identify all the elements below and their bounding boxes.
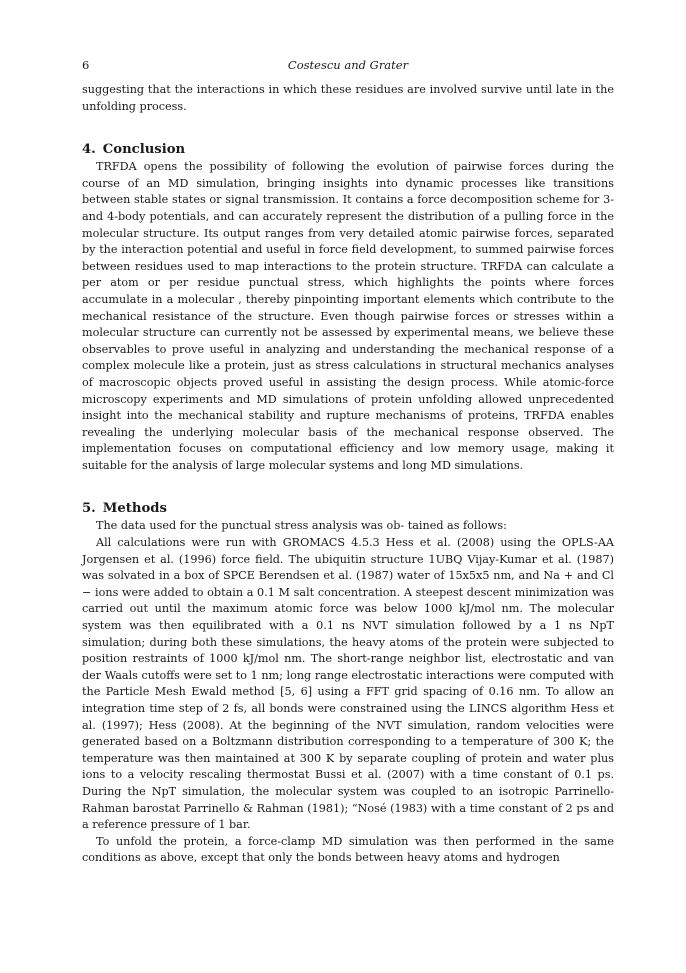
body-paragraph: TRFDA opens the possibility of following the evolution of pairwise forces during the course of an MD simulation, bringing insights into dynamic processes like transitions between stable states or signal transmission. It contains a force decomposition scheme for 3- and 4-body potentials, and can accurately represent the distribution of a pulling force in the molecular structure. Its output ranges from very detailed atomic pairwise forces, separated by the interaction potential and useful in force field development, to summed pairwise forces between residues used to map interactions to the protein structure. TRFDA can calculate a per atom or per residue punctual stress, which highlights the points where forces accumulate in a molecular , thereby pinpointing important elements which contribute to the mechanical resistance of the structure. Even though pairwise forces or stresses within a molecular structure can currently not be assessed by experimental means, we believe these observables to prove useful in analyzing and understanding the mechanical response of a complex molecule like a protein, just as stress calculations in structural mechanics analyses of macroscopic objects proved useful in assisting the design process. While atomic-force microscopy experiments and MD simulations of protein unfolding allowed unprecedented insight into the mechanical stability and rupture mechanisms of proteins, TRFDA enables revealing the underlying molecular basis of the mechanical response observed. The implementation focuses on computational efficiency and low memory usage, making it suitable for the analysis of large molecular systems and long MD simulations. xyxy=(82,160,614,472)
section-methods xyxy=(82,500,614,866)
paper-page xyxy=(82,58,614,867)
section-number: 5. xyxy=(82,501,96,517)
section-title: Methods xyxy=(102,501,167,517)
body-paragraph: All calculations were run with GROMACS 4.5.3 Hess et al. (2008) using the OPLS-AA Jorgensen et al. (1996) force field. The ubiquitin structure 1UBQ Vijay-Kumar et al. (1987) was solvated in a box of SPCE Berendsen et al. (1987) water of 15x5x5 nm, and Na + and Cl − ions were added to obtain a 0.1 M salt concentration. A steepest descent minimization was carried out until the maximum atomic force was below 1000 kJ/mol nm. The molecular system was then equilibrated with a 0.1 ns NVT simulation followed by a 1 ns NpT simulation; during both these simulations, the heavy atoms of the protein were subjected to position restraints of 1000 kJ/mol nm. The short-range neighbor list, electrostatic and van der Waals cutoffs were set to 1 nm; long range electrostatic interactions were computed with the Particle Mesh Ewald method [5, 6] using a FFT grid spacing of 0.16 nm. To allow an integration time step of 2 fs, all bonds were constrained using the LINCS algorithm Hess et al. (1997); Hess (2008). At the beginning of the NVT simulation, random velocities were generated based on a Boltzmann distribution corresponding to a temperature of 300 K; the temperature was then maintained at 300 K by separate coupling of protein and water plus ions to a velocity rescaling thermostat Bussi et al. (2007) with a time constant of 0.1 ps. During the NpT simulation, the molecular system was coupled to an isotropic Parrinello-Rahman barostat Parrinello & Rahman (1981); “Nosé (1983) with a time constant of 2 ps and a reference pressure of 1 bar. xyxy=(82,536,614,832)
section-title: Conclusion xyxy=(102,142,186,158)
section-heading xyxy=(82,141,614,159)
continuation-paragraph: suggesting that the interactions in which these residues are involved survive until late in the unfolding process. xyxy=(82,83,614,113)
section-number: 4. xyxy=(82,142,96,158)
running-title: Costescu and Grater xyxy=(287,58,409,72)
running-head xyxy=(82,58,614,76)
page-number: 6 xyxy=(82,58,90,72)
body-paragraph: To unfold the protein, a force-clamp MD simulation was then performed in the same conditions as above, except that only the bonds between heavy atoms and hydrogen xyxy=(82,834,614,865)
body-paragraph: The data used for the punctual stress analysis was ob- tained as follows: xyxy=(96,519,507,533)
section-heading xyxy=(82,500,614,518)
section-conclusion xyxy=(82,141,614,474)
